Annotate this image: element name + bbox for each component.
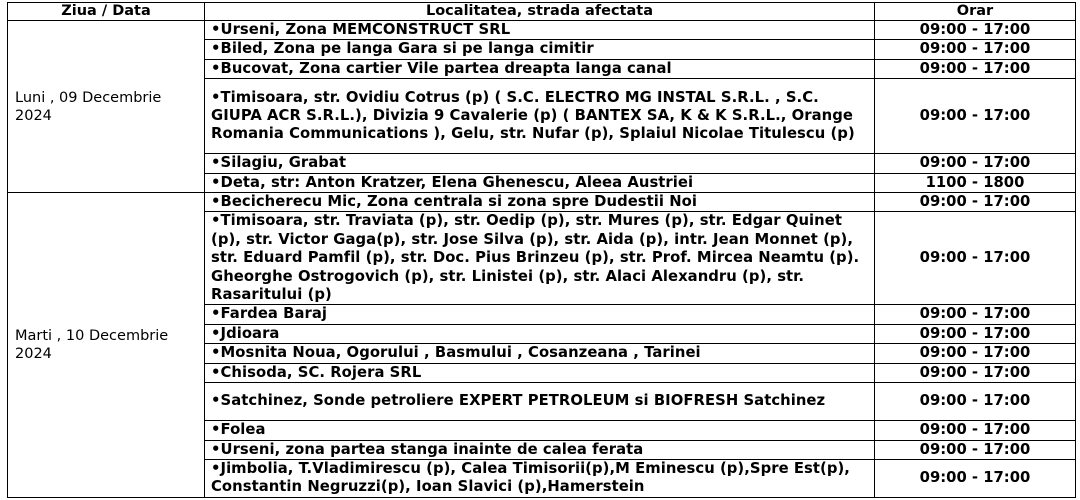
location-cell: •Biled, Zona pe langa Gara si pe langa cimitir: [205, 40, 875, 59]
time-cell: 09:00 - 17:00: [875, 383, 1076, 421]
time-cell: 09:00 - 17:00: [875, 79, 1076, 154]
time-cell: 09:00 - 17:00: [875, 305, 1076, 324]
time-cell: 09:00 - 17:00: [875, 344, 1076, 363]
time-cell: 09:00 - 17:00: [875, 363, 1076, 382]
time-cell: 09:00 - 17:00: [875, 40, 1076, 59]
date-cell: Marti , 10 Decembrie 2024: [8, 193, 205, 498]
location-cell: •Folea: [205, 421, 875, 440]
location-cell: •Urseni, Zona MEMCONSTRUCT SRL: [205, 21, 875, 40]
location-cell: •Fardea Baraj: [205, 305, 875, 324]
time-cell: 09:00 - 17:00: [875, 421, 1076, 440]
location-cell: •Jdioara: [205, 324, 875, 343]
location-cell: •Silagiu, Grabat: [205, 154, 875, 173]
time-cell: 09:00 - 17:00: [875, 21, 1076, 40]
time-cell: 09:00 - 17:00: [875, 212, 1076, 305]
location-cell: •Satchinez, Sonde petroliere EXPERT PETROLEUM si BIOFRESH Satchinez: [205, 383, 875, 421]
header-schedule: Orar: [875, 3, 1076, 21]
time-cell: 09:00 - 17:00: [875, 459, 1076, 497]
location-cell: •Timisoara, str. Ovidiu Cotrus (p) ( S.C. ELECTRO MG INSTAL S.R.L. , S.C. GIUPA ACR S.R.L.), Divizia 9 Cavalerie (p) ( BANTEX SA, K & K S.R.L., Orange Romania Communications ), Gelu, str. Nufar (p), Splaiul Nicolae Titulescu (p): [205, 79, 875, 154]
location-cell: •Timisoara, str. Traviata (p), str. Oedip (p), str. Mures (p), str. Edgar Quinet (p), str. Victor Gaga(p), str. Jose Silva (p), str. Aida (p), intr. Jean Monnet (p), str. Eduard Pamfil (p), str. Doc. Pius Brinzeu (p), str. Prof. Mircea Neamtu (p). Gheorghe Ostrogovich (p), str. Linistei (p), str. Alaci Alexandru (p), str. Rasaritului (p): [205, 212, 875, 305]
header-location: Localitatea, strada afectata: [205, 3, 875, 21]
location-cell: •Chisoda, SC. Rojera SRL: [205, 363, 875, 382]
outage-schedule-sheet: [7, 2, 1075, 498]
time-cell: 1100 - 1800: [875, 173, 1076, 192]
location-cell: •Bucovat, Zona cartier Vile partea dreapta langa canal: [205, 59, 875, 78]
location-cell: •Mosnita Noua, Ogorului , Basmului , Cosanzeana , Tarinei: [205, 344, 875, 363]
date-cell: Luni , 09 Decembrie 2024: [8, 21, 205, 193]
outage-schedule-table: [7, 2, 1076, 498]
time-cell: 09:00 - 17:00: [875, 440, 1076, 459]
header-date: Ziua / Data: [8, 3, 205, 21]
header-row: [8, 3, 1076, 21]
table-row: [8, 193, 1076, 212]
location-cell: •Jimbolia, T.Vladimirescu (p), Calea Timisorii(p),M Eminescu (p),Spre Est(p), Constantin Negruzzi(p), Ioan Slavici (p),Hamerstein: [205, 459, 875, 497]
time-cell: 09:00 - 17:00: [875, 324, 1076, 343]
table-row: [8, 21, 1076, 40]
time-cell: 09:00 - 17:00: [875, 59, 1076, 78]
time-cell: 09:00 - 17:00: [875, 154, 1076, 173]
location-cell: •Urseni, zona partea stanga inainte de calea ferata: [205, 440, 875, 459]
location-cell: •Becicherecu Mic, Zona centrala si zona spre Dudestii Noi: [205, 193, 875, 212]
time-cell: 09:00 - 17:00: [875, 193, 1076, 212]
location-cell: •Deta, str: Anton Kratzer, Elena Ghenescu, Aleea Austriei: [205, 173, 875, 192]
